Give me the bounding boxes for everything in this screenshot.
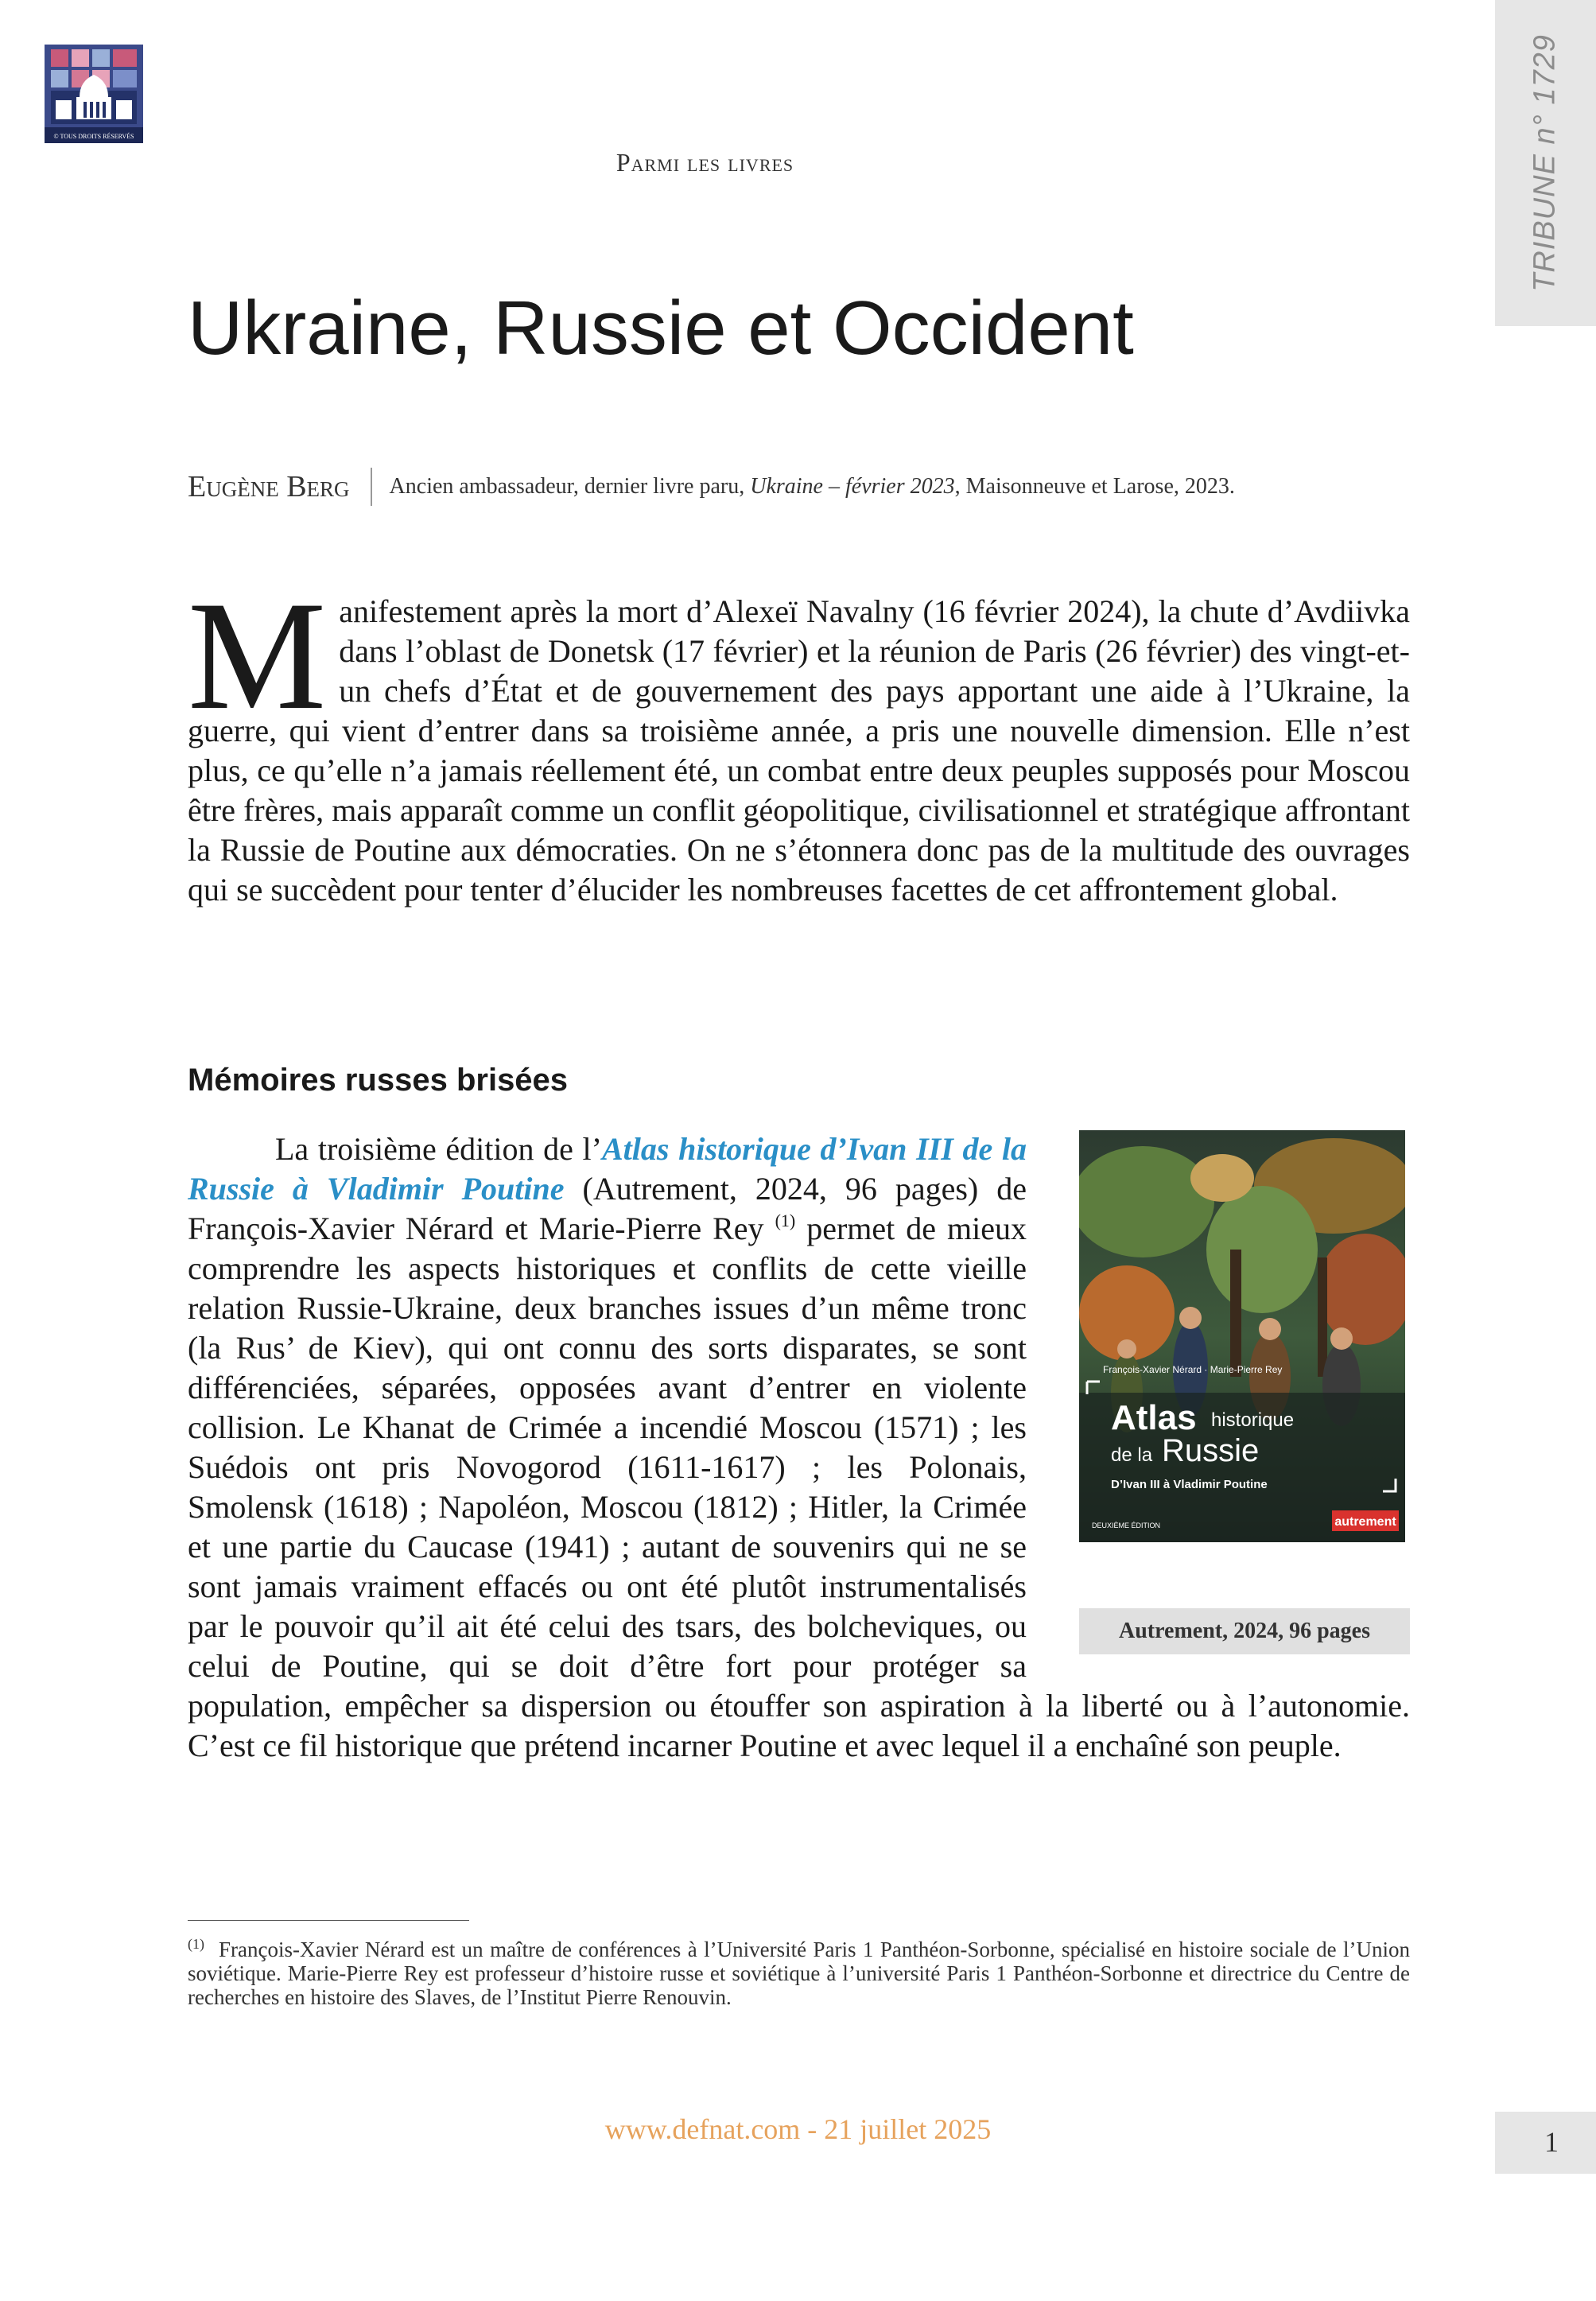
drop-cap: M <box>188 569 327 742</box>
author-bio-suffix: , Maisonneuve et Larose, 2023. <box>954 474 1235 499</box>
tribune-number: TRIBUNE n° 1729 <box>1528 34 1562 292</box>
author-name: Eugène Berg <box>188 470 350 503</box>
book-title-link[interactable]: Atlas historique d’Ivan III de la Russie à Vladimir Poutine <box>188 1131 1027 1207</box>
cover-publisher: autrement <box>1334 1515 1396 1529</box>
cover-authors: François-Xavier Nérard · Marie-Pierre Rey <box>1103 1364 1283 1375</box>
footnote-text: François-Xavier Nérard est un maître de conférences à l’Université Paris 1 Panthéon-Sorbonne, spécialisé en histoire sociale de l’Union soviétique. Marie-Pierre Rey est professeur d’histoire russe et soviétique à l’université Paris 1 Panthéon-Sorbonne et directrice du Centre de recherches en histoire des Slaves, de l’Institut Pierre Renouvin. <box>188 1938 1410 2009</box>
footnote-marker: (1) <box>188 1936 204 1952</box>
cover-title-russie: Russie <box>1162 1433 1260 1468</box>
intro-text: anifestement après la mort d’Alexeï Navalny (16 février 2024), la chute d’Avdiivka dans l’oblast de Donetsk (17 février) et la réunion de Paris (26 février) des vingt-et-un chefs d’État et de gouvernement des pays apportant une aide à l’Ukraine, la guerre, qui vient d’entrer dans sa troisième année, a pris une nouvelle dimension. Elle n’est plus, ce qu’elle n’a jamais réellement été, un combat entre deux peuples supposés pour Moscou être frères, mais apparaît comme un conflit géopolitique, civilisationnel et stratégique affrontant la Russie de Poutine aux démocraties. On ne s’étonnera donc pas de la multitude des ouvrages qui se succèdent pour tenter d’élucider les nombreuses facettes de cet affrontement global. <box>188 593 1410 908</box>
cover-edition: DEUXIÈME ÉDITION <box>1092 1522 1161 1529</box>
intro-paragraph <box>188 569 1410 910</box>
article-title: Ukraine, Russie et Occident <box>188 286 1134 371</box>
cover-title-atlas: Atlas <box>1111 1398 1197 1437</box>
author-line <box>188 468 1412 506</box>
paragraph-lead: La troisième édition de l’ <box>275 1131 602 1167</box>
section-label: Parmi les livres <box>615 148 794 177</box>
footnote <box>188 1938 1410 2009</box>
cover-title-historique: historique <box>1211 1409 1295 1431</box>
cover-title-de-la: de la <box>1111 1444 1153 1466</box>
section-heading: Mémoires russes brisées <box>188 1063 569 1098</box>
author-bio-book: Ukraine – février 2023 <box>750 474 955 499</box>
paragraph-publication: (Autrement, 2024, 96 pages) de François-Xavier Nérard et Marie-Pierre Rey <box>188 1171 1027 1246</box>
footnote-ref[interactable]: (1) <box>775 1211 796 1230</box>
footnote-divider <box>188 1920 469 1921</box>
page-number: 1 <box>1544 2126 1559 2158</box>
paragraph-rest: permet de mieux comprendre les aspects historiques et conflits de cette vieille relation Russie-Ukraine, deux branches issues d’un même tronc (la Rus’ de Kiev), qui ont connu des sorts disparates, se sont différenciées, séparées, opposées avant d’entrer en violente collision. Le Khanat de Crimée a incendié Moscou (1571) ; les Suédois ont pris Novogorod (1611-1617) ; les Polonais, Smolensk (1618) ; Napoléon, Moscou (1812) ; Hitler, la Crimée et une partie du Caucase (1941) ; autant de souvenirs qui ne se sont jamais vraiment effacés ou ont été plutôt instrumentalisés par le pouvoir qu’il ait été celui des tsars, des bolcheviques, ou celui de Poutine, qui se doit d’être fort pour protéger sa population, empêcher sa dispersion ou étouffer son aspiration à la liberté ou à l’autonomie. C’est ce fil historique que prétend incarner Poutine et avec lequel il a enchaîné son peuple. <box>188 1211 1410 1763</box>
author-divider <box>371 468 372 506</box>
publisher-logo <box>45 45 143 143</box>
cover-subtitle: D’Ivan III à Vladimir Poutine <box>1111 1478 1268 1491</box>
logo-caption: © TOUS DROITS RÉSERVÉS <box>53 133 134 140</box>
author-bio <box>390 474 1235 499</box>
book-cover-image <box>1079 1130 1405 1542</box>
footer-site-date[interactable]: www.defnat.com - 21 juillet 2025 <box>604 2113 992 2145</box>
figure-caption: Autrement, 2024, 96 pages <box>1079 1608 1410 1654</box>
author-bio-prefix: Ancien ambassadeur, dernier livre paru, <box>389 474 751 499</box>
